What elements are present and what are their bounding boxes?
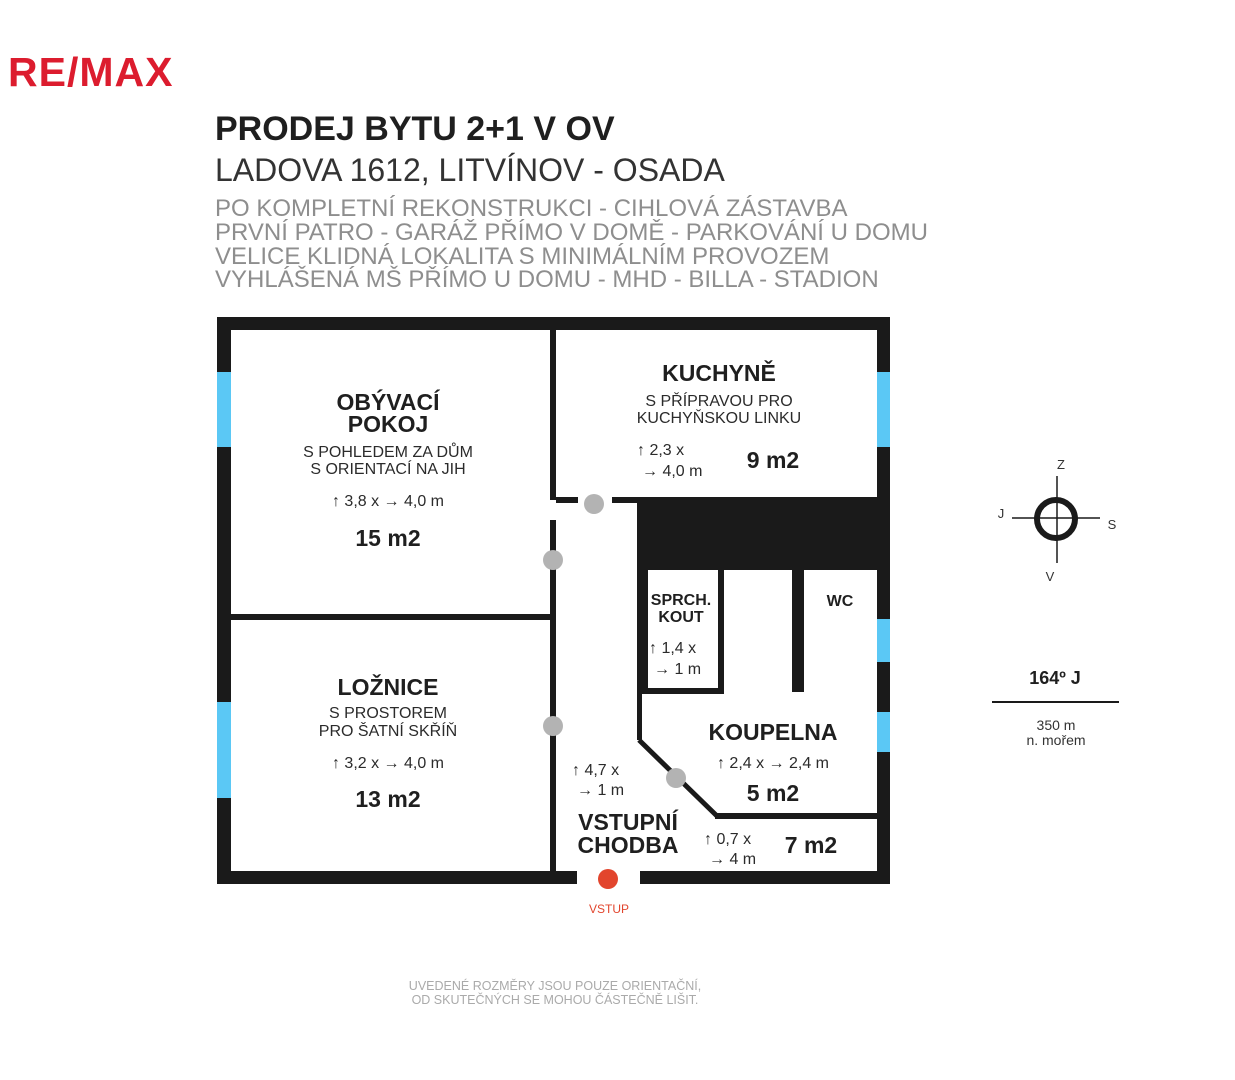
wc-title: WC bbox=[826, 593, 854, 610]
entrance-marker bbox=[598, 869, 618, 889]
feature-line: VELICE KLIDNÁ LOKALITA S MINIMÁLNÍM PROVOZEM bbox=[215, 243, 830, 270]
bedroom-area: 13 m2 bbox=[355, 786, 421, 812]
compass-west: J bbox=[997, 506, 1005, 521]
kitchen-area: 9 m2 bbox=[746, 447, 800, 473]
address-subtitle: LADOVA 1612, LITVÍNOV - OSADA bbox=[215, 152, 725, 188]
disclaimer-line: UVEDENÉ ROZMĚRY JSOU POUZE ORIENTAČNÍ, bbox=[408, 979, 702, 993]
shower-dims: → 1 m bbox=[654, 661, 702, 678]
feature-line: PRVNÍ PATRO - GARÁŽ PŘÍMO V DOMĚ - PARKOVÁNÍ U DOMU bbox=[215, 219, 928, 246]
living-door bbox=[543, 550, 563, 570]
entrance-label: VSTUP bbox=[588, 902, 629, 916]
living-room-dims: ↑ 3,8 x → 4,0 m bbox=[331, 493, 445, 510]
hall-side-dims: ↑ 0,7 x bbox=[704, 831, 752, 848]
hall-area: 7 m2 bbox=[784, 832, 838, 858]
page-title: PRODEJ BYTU 2+1 V OV bbox=[215, 110, 615, 148]
bedroom-title: LOŽNICE bbox=[337, 674, 439, 700]
disclaimer bbox=[395, 980, 715, 1008]
compass-icon bbox=[998, 457, 1117, 584]
living-room-area: 15 m2 bbox=[355, 525, 421, 551]
hall-title: CHODBA bbox=[577, 832, 679, 858]
altitude-value: 350 m bbox=[1036, 717, 1076, 733]
compass-east: S bbox=[1107, 517, 1117, 532]
hall-dims: → 1 m bbox=[577, 782, 625, 799]
hall-side-dims: → 4 m bbox=[709, 851, 757, 868]
kitchen-dims: → 4,0 m bbox=[642, 463, 703, 480]
orientation-bearing: 164º J bbox=[1029, 668, 1081, 688]
feature-line: PO KOMPLETNÍ REKONSTRUKCI - CIHLOVÁ ZÁSTAVBA bbox=[215, 195, 848, 222]
shower-dims: ↑ 1,4 x bbox=[649, 640, 697, 657]
living-room-desc: S ORIENTACÍ NA JIH bbox=[310, 461, 466, 478]
feature-line: VYHLÁŠENÁ MŠ PŘÍMO U DOMU - MHD - BILLA - STADION bbox=[215, 266, 879, 293]
bedroom-desc: PRO ŠATNÍ SKŘÍŇ bbox=[318, 723, 458, 740]
compass-south: V bbox=[1045, 569, 1055, 584]
kitchen-dims: ↑ 2,3 x bbox=[637, 442, 685, 459]
hall-dims: ↑ 4,7 x bbox=[572, 762, 620, 779]
bathroom-title: KOUPELNA bbox=[708, 719, 838, 745]
disclaimer-line: OD SKUTEČNÝCH SE MOHOU ČÁSTEČNĚ LIŠIT. bbox=[411, 992, 699, 1007]
bedroom-door bbox=[543, 716, 563, 736]
bedroom-dims: ↑ 3,2 x → 4,0 m bbox=[331, 755, 445, 772]
living-room-title: POKOJ bbox=[347, 411, 429, 437]
altitude-unit: n. mořem bbox=[1026, 732, 1086, 748]
bathroom-dims: ↑ 2,4 x → 2,4 m bbox=[716, 755, 830, 772]
remax-logo: RE/MAX bbox=[8, 49, 174, 95]
kitchen-desc: S PŘÍPRAVOU PRO bbox=[645, 393, 793, 410]
shower-title: KOUT bbox=[658, 609, 704, 626]
bedroom-desc: S PROSTOREM bbox=[329, 705, 447, 722]
bathroom-door bbox=[666, 768, 686, 788]
bathroom-area: 5 m2 bbox=[746, 780, 800, 806]
kitchen-title: KUCHYNĚ bbox=[662, 360, 776, 386]
compass-north: Z bbox=[1057, 457, 1065, 472]
hall-title: VSTUPNÍ bbox=[578, 809, 678, 835]
kitchen-desc: KUCHYŇSKOU LINKU bbox=[636, 410, 802, 427]
shower-title: SPRCH. bbox=[650, 592, 712, 609]
living-room-title: OBÝVACÍ bbox=[336, 389, 440, 415]
kitchen-door bbox=[584, 494, 604, 514]
living-room-desc: S POHLEDEM ZA DŮM bbox=[303, 444, 473, 461]
